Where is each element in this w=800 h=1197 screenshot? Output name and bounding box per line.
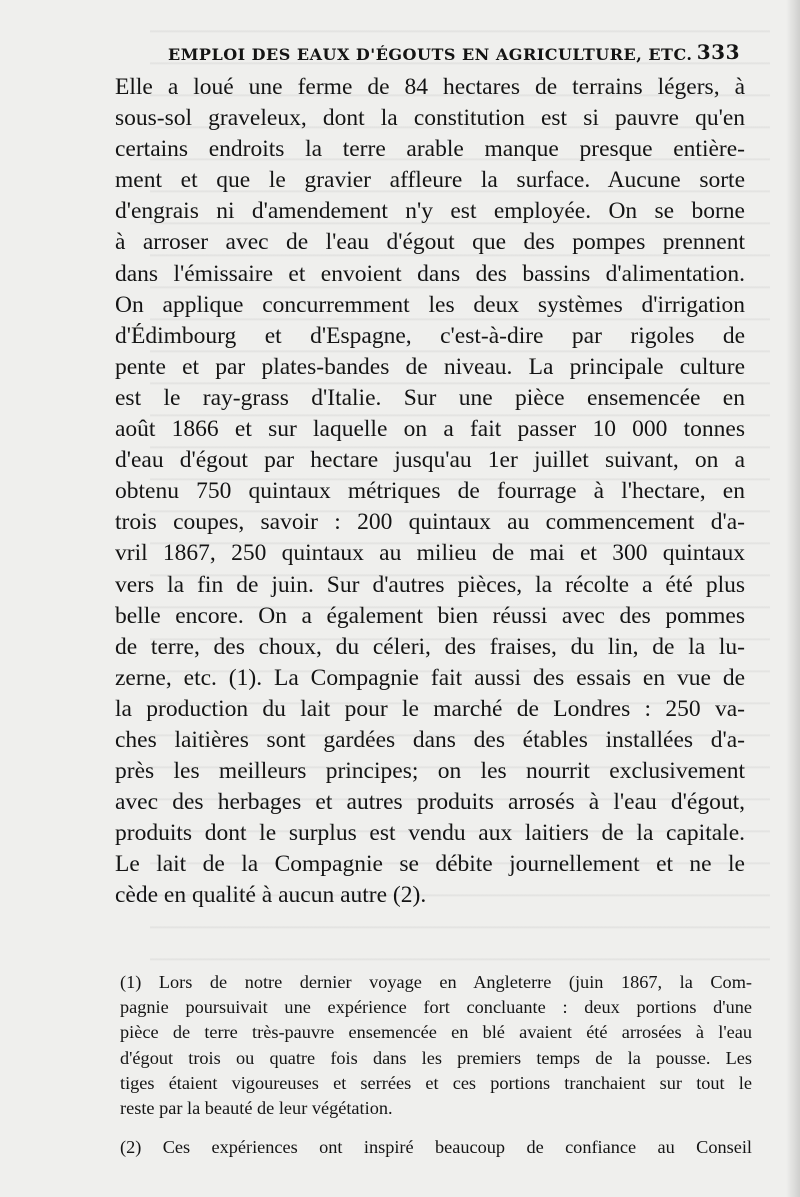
footnote-1 [120,970,752,1121]
text-line: obtenu 750 quintaux métriques de fourrage à l'hectare, en [115,478,745,505]
footnote-gap [120,1121,752,1135]
text-line: avec des herbages et autres produits arrosés à l'eau d'égout, [115,789,745,816]
text-line: pente et par plates-bandes de niveau. La principale culture [115,353,745,380]
text-line: zerne, etc. (1). La Compagnie fait aussi des essais en vue de [115,664,745,691]
text-line: produits dont le surplus est vendu aux laitiers de la capitale. [115,820,745,847]
footnote-line: (2) Ces expériences ont inspiré beaucoup de confiance au Conseil [120,1137,752,1158]
text-line: dans l'émissaire et envoient dans des bassins d'alimentation. [115,260,745,287]
text-line: de terre, des choux, du céleri, des fraises, du lin, de la lu- [115,633,745,660]
text-line: vril 1867, 250 quintaux au milieu de mai et 300 quintaux [115,540,745,567]
text-line: d'engrais ni d'amendement n'y est employée. On se borne [115,198,745,225]
text-line: à arroser avec de l'eau d'égout que des pompes prennent [115,229,745,256]
text-line: On applique concurremment les deux systèmes d'irrigation [115,291,745,318]
text-line: près les meilleurs principes; on les nourrit exclusivement [115,758,745,785]
text-line: belle encore. On a également bien réussi avec des pommes [115,602,745,629]
text-line: certains endroits la terre arable manque presque entière- [115,136,745,163]
text-line: ches laitières sont gardées dans des étables installées d'a- [115,726,745,753]
text-line: août 1866 et sur laquelle on a fait passer 10 000 tonnes [115,416,745,443]
text-line: la production du lait pour le marché de Londres : 250 va- [115,695,745,722]
footnotes [120,970,752,1160]
text-line: est le ray-grass d'Italie. Sur une pièce ensemencée en [115,384,745,411]
text-line: trois coupes, savoir : 200 quintaux au commencement d'a- [115,509,745,536]
text-line: d'eau d'égout par hectare jusqu'au 1er juillet suivant, on a [115,447,745,474]
main-paragraph [115,72,745,912]
text-line: vers la fin de juin. Sur d'autres pièces, la récolte a été plus [115,571,745,598]
footnote-line: pièce de terre très-pauvre ensemencée en blé avaient été arrosées à l'eau [120,1022,752,1043]
text-line: cède en qualité à aucun autre (2). [115,882,427,909]
text-line: Le lait de la Compagnie se débite journellement et ne le [115,851,745,878]
footnote-line: (1) Lors de notre dernier voyage en Angleterre (juin 1867, la Com- [120,972,752,992]
footnote-line: tiges étaient vigoureuses et serrées et ces portions tranchaient sur tout le [120,1072,752,1093]
footnote-2 [120,1135,752,1160]
text-line: ment et que le gravier affleure la surface. Aucune sorte [115,167,745,194]
page-edge-shadow [786,0,800,1197]
text-line: sous-sol graveleux, dont la constitution est si pauvre qu'en [115,105,745,132]
running-title: EMPLOI DES EAUX D'ÉGOUTS EN AGRICULTURE, ETC. [168,45,693,64]
page-number: 333 [696,40,740,64]
footnote-line: d'égout trois ou quatre fois dans les premiers temps de la pousse. Les [120,1047,752,1068]
running-header [168,38,740,64]
text-line: d'Édimbourg et d'Espagne, c'est-à-dire par rigoles de [115,322,745,349]
text-line: Elle a loué une ferme de 84 hectares de terrains légers, à [115,74,745,100]
footnote-line: reste par la beauté de leur végétation. [120,1097,393,1118]
footnote-line: pagnie poursuivait une expérience fort concluante : deux portions d'une [120,997,752,1018]
